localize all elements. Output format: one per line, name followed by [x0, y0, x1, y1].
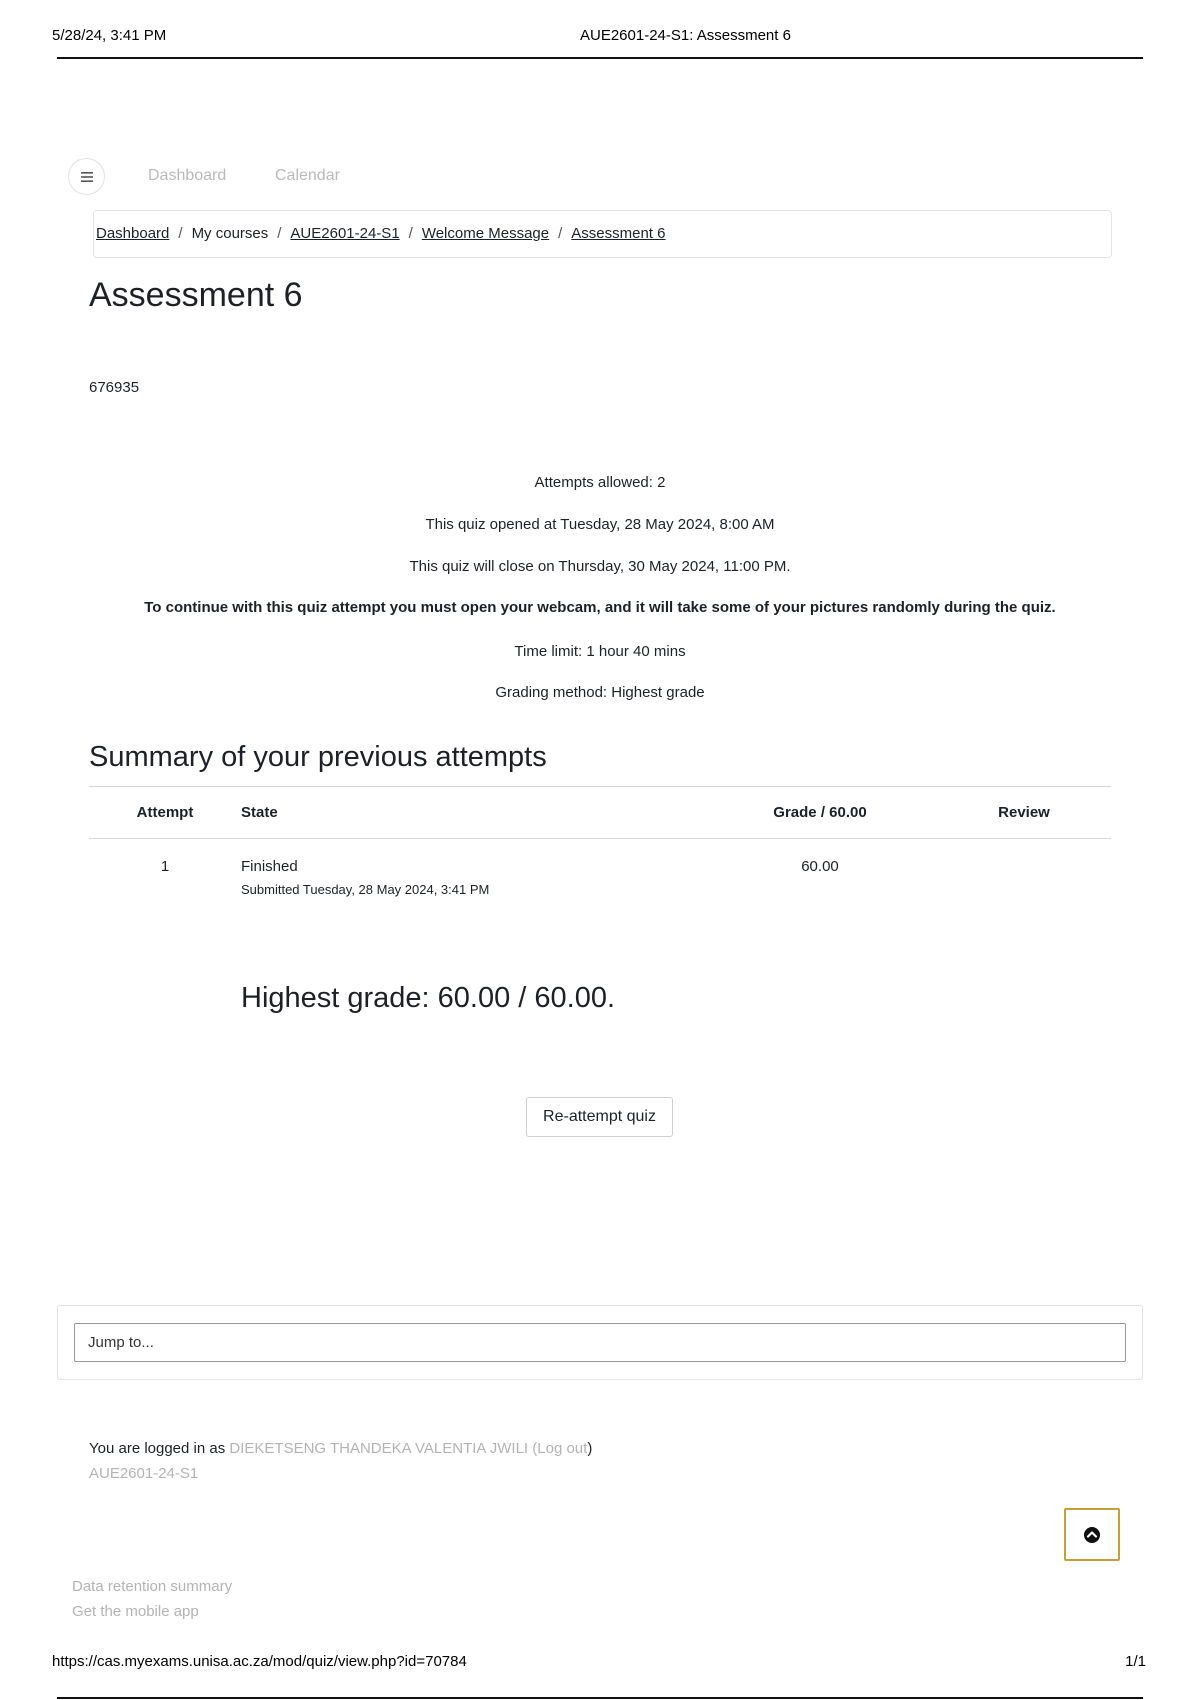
jump-to-select[interactable]: Jump to... [74, 1323, 1126, 1362]
attempt-review [937, 838, 1111, 918]
breadcrumb-separator: / [178, 225, 183, 242]
attempt-number: 1 [160, 857, 170, 875]
quiz-opened: This quiz opened at Tuesday, 28 May 2024, 8:00 AM [425, 516, 775, 533]
quiz-closes: This quiz will close on Thursday, 30 May 2024, 11:00 PM. [409, 558, 791, 575]
navbar [68, 158, 1118, 196]
column-header-review: Review [937, 787, 1111, 838]
footer-divider [57, 1697, 1143, 1699]
login-close-paren: ) [587, 1440, 593, 1457]
login-open-paren: ( [528, 1440, 538, 1457]
breadcrumb [93, 210, 1112, 258]
user-profile-link[interactable]: DIEKETSENG THANDEKA VALENTIA JWILI [229, 1440, 529, 1457]
login-prefix: You are logged in as [89, 1440, 230, 1457]
highest-grade: Highest grade: 60.00 / 60.00. [241, 982, 616, 1014]
reattempt-quiz-button[interactable]: Re-attempt quiz [526, 1097, 673, 1137]
breadcrumb-dashboard[interactable]: Dashboard [96, 225, 170, 242]
breadcrumb-separator: / [558, 225, 563, 242]
logout-link[interactable]: Log out [537, 1440, 588, 1457]
page-title: Assessment 6 [89, 276, 303, 314]
breadcrumb-welcome-message[interactable]: Welcome Message [421, 225, 550, 242]
table-row [89, 838, 1111, 918]
breadcrumb-separator: / [277, 225, 282, 242]
nav-calendar-link[interactable]: Calendar [275, 167, 340, 184]
attempt-grade: 60.00 [801, 857, 839, 875]
table-header-row [89, 787, 1111, 838]
arrow-up-circle-icon [1083, 1526, 1101, 1544]
course-home-link[interactable]: AUE2601-24-S1 [89, 1465, 199, 1482]
hamburger-menu-icon[interactable] [68, 158, 105, 195]
time-limit: Time limit: 1 hour 40 mins [514, 643, 686, 660]
login-info [89, 1440, 592, 1457]
data-retention-link[interactable]: Data retention summary [72, 1578, 233, 1595]
mobile-app-link[interactable]: Get the mobile app [72, 1603, 199, 1620]
jump-to-container [57, 1305, 1143, 1380]
print-page-number: 1/1 [1125, 1653, 1146, 1670]
column-header-state: State [241, 787, 703, 838]
grading-method: Grading method: Highest grade [495, 684, 705, 701]
print-date: 5/28/24, 3:41 PM [52, 27, 167, 44]
webcam-notice: To continue with this quiz attempt you must open your webcam, and it will take some of your pictures randomly during the quiz. [144, 599, 1056, 616]
attempt-state: Finished [241, 857, 298, 875]
attempts-table [89, 787, 1111, 918]
header-divider [57, 57, 1143, 59]
print-title: AUE2601-24-S1: Assessment 6 [580, 27, 791, 44]
attempt-submitted: Submitted Tuesday, 28 May 2024, 3:41 PM [241, 881, 490, 897]
summary-heading: Summary of your previous attempts [89, 741, 547, 773]
breadcrumb-course[interactable]: AUE2601-24-S1 [290, 225, 400, 242]
quiz-description-code: 676935 [89, 379, 140, 396]
attempts-allowed: Attempts allowed: 2 [534, 474, 666, 491]
attempt-state-cell [241, 838, 703, 918]
breadcrumb-my-courses: My courses [191, 225, 269, 242]
nav-dashboard-link[interactable]: Dashboard [148, 167, 227, 184]
breadcrumb-separator: / [408, 225, 413, 242]
column-header-attempt: Attempt [89, 787, 241, 838]
back-to-top-button[interactable] [1064, 1508, 1120, 1561]
breadcrumb-assessment[interactable]: Assessment 6 [571, 225, 666, 242]
column-header-grade: Grade / 60.00 [703, 787, 937, 838]
print-url: https://cas.myexams.unisa.ac.za/mod/quiz/view.php?id=70784 [52, 1653, 467, 1670]
